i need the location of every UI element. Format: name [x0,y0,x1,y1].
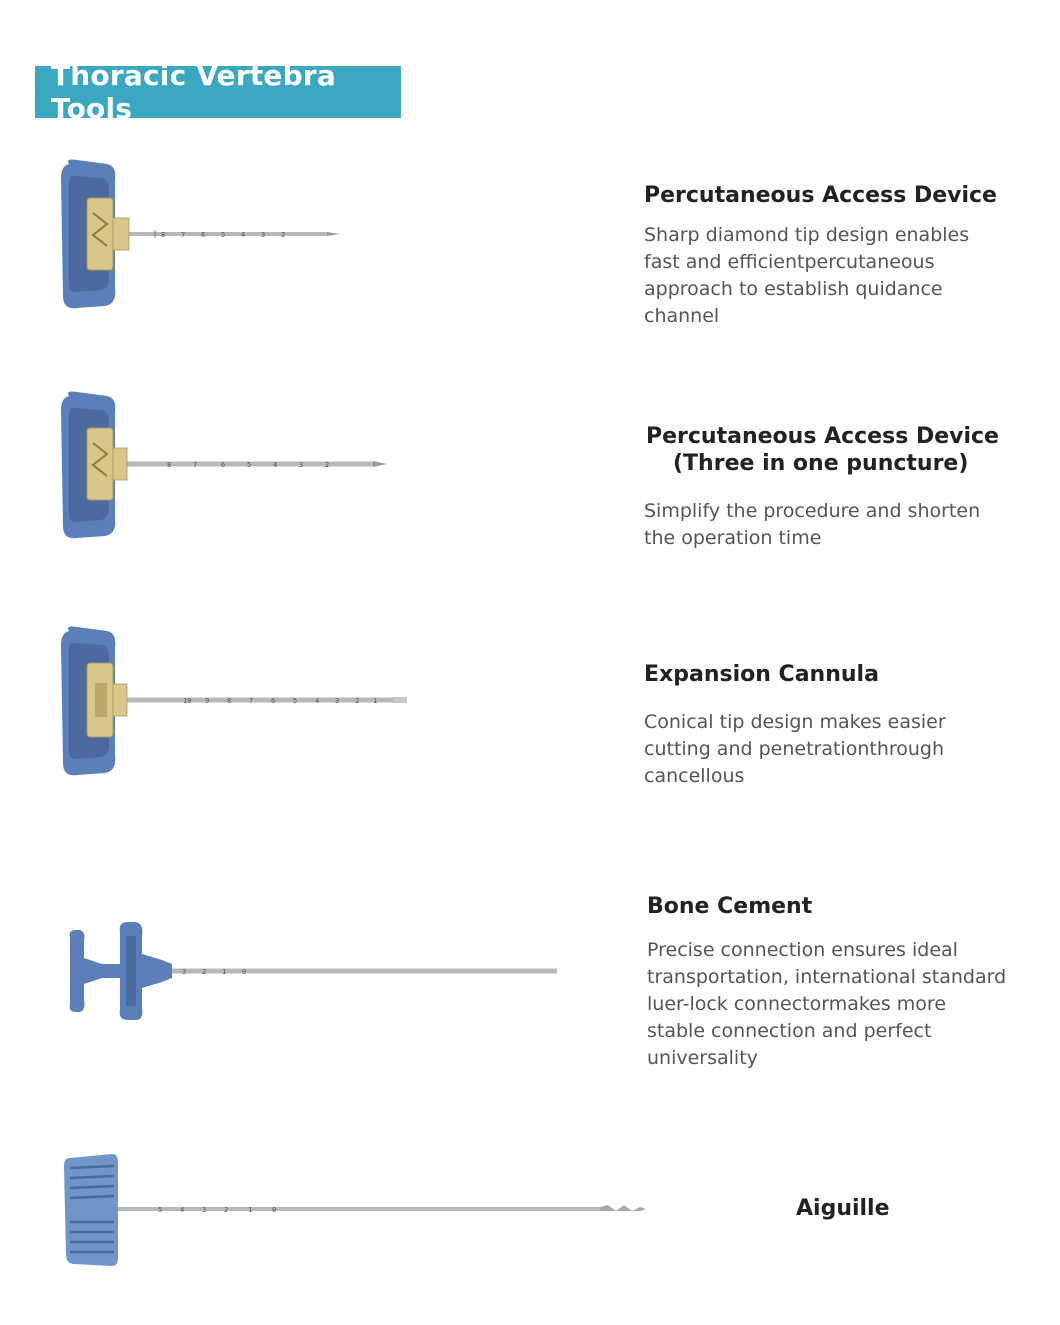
svg-text:7: 7 [193,461,198,469]
svg-text:7: 7 [249,697,254,705]
svg-text:4: 4 [241,231,246,239]
svg-text:8: 8 [161,231,166,239]
tool-title: Expansion Cannula [644,662,879,687]
svg-text:6: 6 [201,231,206,239]
svg-text:2: 2 [325,461,330,469]
svg-text:3: 3 [182,968,187,976]
svg-text:8: 8 [167,461,172,469]
svg-text:4: 4 [273,461,278,469]
svg-text:0: 0 [242,968,247,976]
tool-image-expansion-cannula [55,625,415,777]
tool-image-access-device [55,158,345,310]
tool-description: Simplify the procedure and shorten the operation time [644,500,981,549]
section-title: Thoracic Vertebra Tools [51,59,336,125]
tool-description: Conical tip design makes easier cutting and penetrationthrough cancellous [644,711,946,787]
svg-text:8: 8 [227,697,232,705]
svg-text:5: 5 [158,1206,163,1214]
tool-description: Sharp diamond tip design enables fast and efficientpercutaneous approach to establish quidance channel [644,224,970,327]
svg-text:2: 2 [202,968,207,976]
svg-text:7: 7 [181,231,186,239]
svg-text:3: 3 [261,231,266,239]
tool-image-bone-cement [62,918,562,1026]
tool-title: Percutaneous Access Device [644,183,997,208]
svg-text:1: 1 [248,1206,253,1214]
svg-text:6: 6 [221,461,226,469]
svg-text:0: 0 [272,1206,277,1214]
section-banner [35,59,401,125]
svg-text:6: 6 [271,697,276,705]
svg-text:1: 1 [373,697,378,705]
tool-subtitle: (Three in one puncture) [673,451,969,476]
tool-title: Percutaneous Access Device [646,424,999,449]
tool-image-aiguille [60,1150,652,1270]
svg-text:2: 2 [224,1206,229,1214]
svg-text:4: 4 [180,1206,185,1214]
tool-description: Precise connection ensures ideal transportation, international standard luer-lock connectormakes more stable connection and perfect universality [647,939,1007,1069]
svg-text:2: 2 [355,697,360,705]
tool-image-three-in-one [55,390,395,540]
tool-title: Bone Cement [647,894,813,919]
svg-text:3: 3 [202,1206,207,1214]
svg-text:5: 5 [293,697,298,705]
svg-text:9: 9 [205,697,210,705]
tool-title: Aiguille [796,1196,890,1221]
svg-text:1: 1 [222,968,227,976]
svg-text:5: 5 [247,461,252,469]
svg-text:10: 10 [183,697,192,705]
svg-text:3: 3 [335,697,340,705]
svg-text:2: 2 [281,231,286,239]
svg-text:5: 5 [221,231,226,239]
svg-text:3: 3 [299,461,304,469]
svg-text:4: 4 [315,697,320,705]
